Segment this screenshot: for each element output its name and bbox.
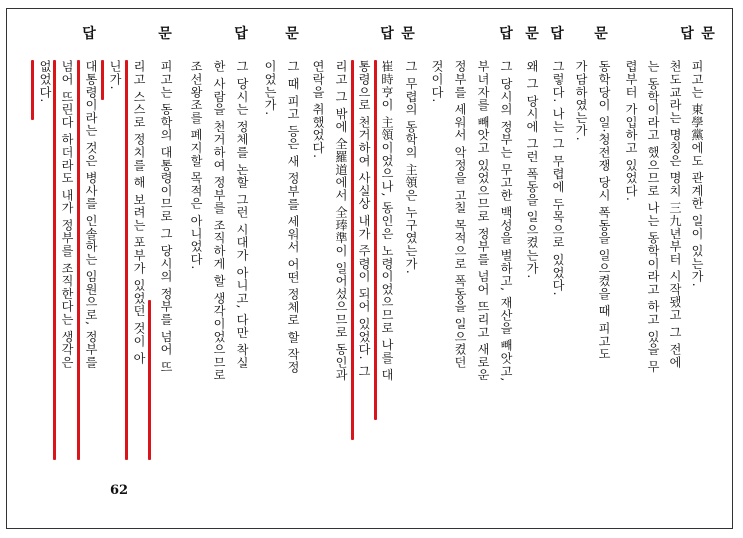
text-column: 닌가. bbox=[108, 60, 122, 91]
text-column: 연락을 취했었다. bbox=[311, 60, 325, 159]
red-underline-mark bbox=[31, 60, 34, 120]
question-label: 문 bbox=[158, 26, 172, 42]
red-underline-mark bbox=[77, 60, 80, 460]
text-column: 넘어 뜨린다 하더라도 내가 정부를 조직한다는 생각은 bbox=[60, 60, 74, 369]
question-label: 문 bbox=[401, 26, 415, 42]
text-column: 대통령이라는 것은 병사를 인솔하는 임원으로, 정부를 bbox=[84, 60, 98, 369]
text-column: 리고 스스로 정치를 해 보려는 포부가 있었던 것이 아 bbox=[132, 60, 146, 365]
question-label: 문 bbox=[701, 26, 715, 42]
text-column: 崔時亨이 主領이었으나, 동인은 노령이었으므로 나를 대 bbox=[380, 60, 394, 382]
text-column: 천도교라는 명칭은 명치 三九년부터 시작됐고 그 전에 bbox=[668, 60, 682, 369]
text-column: 그 당시의 정부는 무고한 백성을 벌하고, 재산을 빼앗고, bbox=[499, 60, 513, 382]
red-underline-mark bbox=[351, 60, 354, 440]
text-column: 통령으로 천거하여 사실상 내가 주령이 되어 있었다. 그 bbox=[357, 60, 371, 378]
text-column: 그 당시는 정체를 논할 그런 시대가 아니고, 다만 착실 bbox=[235, 60, 249, 370]
red-underline-mark bbox=[125, 60, 128, 460]
text-column: 왜 그 당시에 그런 폭동을 일으켰는가. bbox=[525, 60, 539, 279]
red-underline-mark bbox=[53, 60, 56, 460]
text-column: 그 무렵의 동학의 主領은 누구였는가. bbox=[404, 60, 418, 275]
text-column: 피고는 東學黨에도 관계한 일이 있는가. bbox=[690, 60, 704, 288]
text-column: 없었다. bbox=[38, 60, 52, 103]
text-column: 그 때 피고 등은 새 정부를 세워서 어떤 정체로 할 작정 bbox=[286, 60, 300, 374]
red-underline-mark bbox=[101, 60, 104, 100]
answer-label: 답 bbox=[380, 26, 394, 42]
text-column: 한 사람을 천거하여 정부를 조직하게 할 생각이었으므로 bbox=[212, 60, 226, 382]
text-column: 리고 그 밖에 全羅道에서 全琫準이 일어섰으므로 동인과 bbox=[334, 60, 348, 382]
red-underline-mark bbox=[374, 60, 377, 420]
question-label: 문 bbox=[285, 26, 299, 42]
text-column: 부녀자를 빼앗고 있었으므로 정부를 넘어 뜨리고 새로운 bbox=[476, 60, 490, 382]
answer-label: 답 bbox=[499, 26, 513, 42]
text-column: 정부를 세워서 악정을 고칠 목적으로 폭동을 일으켰던 bbox=[453, 60, 467, 369]
answer-label: 답 bbox=[680, 26, 694, 42]
answer-label: 답 bbox=[82, 26, 96, 42]
text-column: 동학당이 일·청전쟁 당시 폭동을 일으켰을 때 피고도 bbox=[597, 60, 611, 361]
text-column: 조선왕조를 폐지할 목적은 아니었다. bbox=[189, 60, 203, 270]
question-label: 문 bbox=[525, 26, 539, 42]
answer-label: 답 bbox=[550, 26, 564, 42]
text-column: 이었는가. bbox=[263, 60, 277, 116]
answer-label: 답 bbox=[234, 26, 248, 42]
text-column: 피고는 동학의 대통령이므로 그 당시의 정부를 넘어 뜨 bbox=[159, 60, 173, 373]
text-column: 그렇다. 나는 그 무렵에 두목으로 있었다. bbox=[551, 60, 565, 297]
text-column: 것이다. bbox=[430, 60, 444, 103]
page-number: 62 bbox=[110, 483, 129, 498]
text-column: 는 동학이라고 했으므로 나는 동학이라고 하고 있을 무 bbox=[646, 60, 660, 373]
text-column: 가담하였는가. bbox=[574, 60, 588, 142]
question-label: 문 bbox=[594, 26, 608, 42]
red-underline-mark bbox=[148, 300, 151, 460]
text-column: 렵부터 가입하고 있었다. bbox=[624, 60, 638, 202]
